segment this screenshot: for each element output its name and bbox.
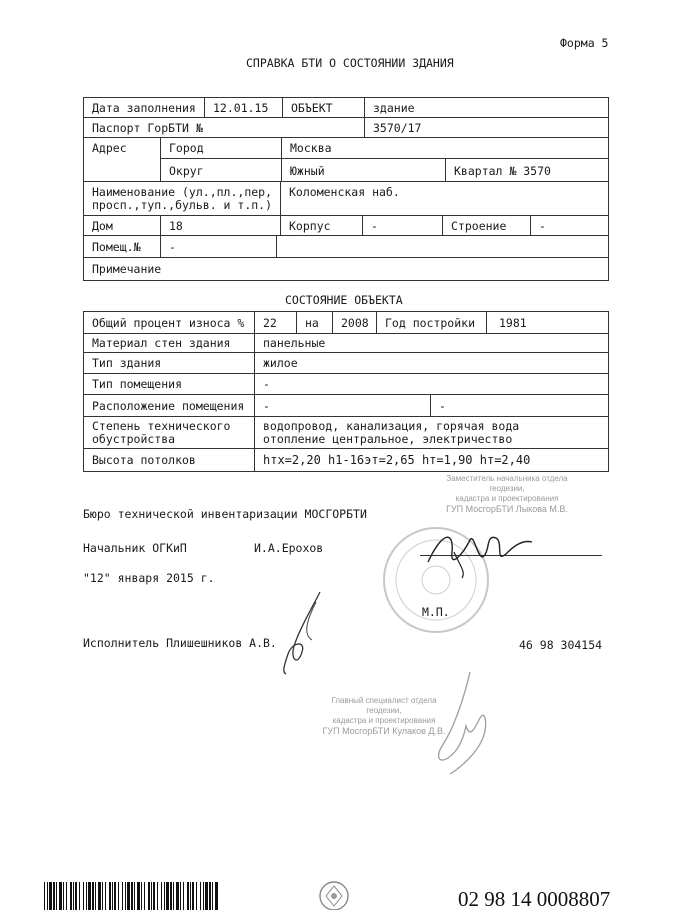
room-location-label: Расположение помещения bbox=[92, 398, 245, 413]
stamp-2-line3: ГУП МосгорБТИ Кулаков Д.В. bbox=[322, 726, 446, 736]
barcode-bar bbox=[63, 882, 64, 910]
barcode-bar bbox=[70, 882, 72, 910]
executor-signature bbox=[272, 588, 332, 678]
barcode-bar bbox=[83, 882, 84, 910]
tech-equipment-label-line1: Степень технического bbox=[92, 418, 231, 433]
barcode-bar bbox=[105, 882, 106, 910]
passport-value: 3570/17 bbox=[364, 118, 608, 137]
barcode-bar bbox=[95, 882, 96, 910]
barcode-bar bbox=[109, 882, 111, 910]
barcode-bar bbox=[98, 882, 101, 910]
korpus-label: Корпус bbox=[280, 216, 362, 235]
chief-label: Начальник ОГКиП bbox=[83, 541, 187, 555]
barcode-bar bbox=[47, 882, 48, 910]
barcode-bar bbox=[215, 882, 218, 910]
seal-place: М.П. bbox=[422, 605, 450, 619]
barcode-bar bbox=[200, 882, 201, 910]
object-condition-table bbox=[83, 311, 609, 472]
na-label: на bbox=[296, 312, 332, 333]
tech-equipment-label-line2: обустройства bbox=[92, 431, 176, 446]
emblem-icon bbox=[314, 878, 354, 910]
tech-equipment-label bbox=[84, 417, 254, 448]
barcode-bar bbox=[59, 882, 62, 910]
serial-number: 02 98 14 0008807 bbox=[458, 887, 611, 911]
barcode-bar bbox=[122, 882, 123, 910]
barcode-bar bbox=[88, 882, 91, 910]
barcode-bar bbox=[153, 882, 155, 910]
barcode-bar bbox=[187, 882, 189, 910]
address-label: Адрес bbox=[92, 141, 127, 155]
chief-name: И.А.Ерохов bbox=[254, 541, 324, 555]
barcode-bar bbox=[141, 882, 142, 910]
barcode bbox=[44, 882, 220, 910]
room-type-value: - bbox=[254, 374, 608, 394]
korpus-value: - bbox=[362, 216, 442, 235]
street-name-label bbox=[84, 182, 280, 215]
barcode-bar bbox=[176, 882, 179, 910]
built-year-label: Год постройки bbox=[376, 312, 486, 333]
barcode-bar bbox=[209, 882, 211, 910]
barcode-bar bbox=[73, 882, 74, 910]
barcode-bar bbox=[166, 882, 169, 910]
tech-equipment-value-line1: водопровод, канализация, горячая вода bbox=[263, 418, 520, 433]
barcode-bar bbox=[125, 882, 126, 910]
section-title: СОСТОЯНИЕ ОБЪЕКТА bbox=[285, 293, 403, 307]
fill-date-label: Дата заполнения bbox=[92, 100, 196, 115]
barcode-bar bbox=[205, 882, 208, 910]
barcode-bar bbox=[190, 882, 191, 910]
barcode-bar bbox=[134, 882, 135, 910]
wear-value: 22 bbox=[254, 312, 296, 333]
stamp-1-line1: Заместитель начальника отдела геодезии, bbox=[446, 474, 568, 493]
passport-label: Паспорт ГорБТИ № bbox=[92, 120, 203, 135]
wear-year: 2008 bbox=[332, 312, 376, 333]
stamp-1-line2: кадастра и проектирования bbox=[455, 494, 559, 503]
barcode-bar bbox=[66, 882, 67, 910]
wear-label: Общий процент износа % bbox=[92, 315, 245, 330]
executor: Исполнитель Плишешников А.В. bbox=[83, 636, 277, 650]
barcode-bar bbox=[44, 882, 45, 910]
barcode-bar bbox=[86, 882, 87, 910]
stamp-2-line2: кадастра и проектирования bbox=[332, 716, 436, 725]
barcode-bar bbox=[212, 882, 213, 910]
specialist-signature bbox=[430, 668, 500, 778]
barcode-bar bbox=[79, 882, 80, 910]
barcode-bar bbox=[118, 882, 119, 910]
ceiling-height-label: Высота потолков bbox=[92, 453, 196, 467]
barcode-bar bbox=[127, 882, 130, 910]
room-number-label: Помещ.№ bbox=[92, 239, 141, 254]
city-value: Москва bbox=[281, 138, 608, 159]
built-year-value: 1981 bbox=[486, 312, 550, 333]
phone-number: 46 98 304154 bbox=[519, 638, 603, 652]
barcode-bar bbox=[92, 882, 94, 910]
stroenie-label: Строение bbox=[442, 216, 530, 235]
barcode-bar bbox=[102, 882, 103, 910]
barcode-bar bbox=[131, 882, 133, 910]
barcode-bar bbox=[56, 882, 57, 910]
tech-equipment-value-line2: отопление центральное, электричество bbox=[263, 431, 513, 446]
note-label: Примечание bbox=[92, 262, 162, 276]
barcode-bar bbox=[173, 882, 174, 910]
room-location-value-1: - bbox=[254, 395, 430, 416]
quarter: Квартал № 3570 bbox=[445, 159, 608, 181]
street-name-label-line1: Наименование (ул.,пл.,пер, bbox=[92, 184, 273, 199]
form-number: Форма 5 bbox=[560, 36, 609, 50]
district-label: Округ bbox=[169, 163, 204, 178]
tech-equipment-value bbox=[254, 417, 608, 448]
barcode-bar bbox=[203, 882, 204, 910]
address-block bbox=[160, 138, 608, 181]
barcode-bar bbox=[183, 882, 184, 910]
building-type-label: Тип здания bbox=[92, 356, 162, 370]
wall-material-value: панельные bbox=[254, 334, 608, 352]
house-value: 18 bbox=[160, 216, 280, 235]
object-value: здание bbox=[364, 98, 608, 117]
building-type-value: жилое bbox=[254, 353, 608, 373]
barcode-bar bbox=[180, 882, 181, 910]
barcode-bar bbox=[137, 882, 140, 910]
room-number-value: - bbox=[160, 236, 276, 257]
room-type-label: Тип помещения bbox=[92, 377, 183, 391]
district-value: Южный bbox=[281, 159, 445, 181]
barcode-bar bbox=[161, 882, 162, 910]
barcode-bar bbox=[157, 882, 158, 910]
official-stamp-1 bbox=[432, 474, 582, 514]
barcode-bar bbox=[49, 882, 52, 910]
chief-signature bbox=[424, 522, 534, 582]
street-name-value: Коломенская наб. bbox=[280, 182, 608, 215]
document-title: СПРАВКА БТИ О СОСТОЯНИИ ЗДАНИЯ bbox=[246, 56, 454, 70]
ceiling-height-value: hтх=2,20 h1-16эт=2,65 hт=1,90 hт=2,40 bbox=[254, 449, 608, 471]
barcode-bar bbox=[75, 882, 77, 910]
room-location-value-2: - bbox=[430, 395, 608, 416]
street-name-label-line2: просп.,туп.,бульв. и т.п.) bbox=[92, 197, 273, 212]
barcode-bar bbox=[114, 882, 116, 910]
barcode-bar bbox=[151, 882, 152, 910]
stroenie-value: - bbox=[530, 216, 608, 235]
bureau-name: Бюро технической инвентаризации МОСГОРБТИ bbox=[83, 507, 367, 521]
wall-material-label: Материал стен здания bbox=[92, 336, 231, 350]
barcode-bar bbox=[192, 882, 194, 910]
building-info-table bbox=[83, 97, 609, 281]
barcode-bar bbox=[164, 882, 165, 910]
stamp-2-line1: Главный специалист отдела геодезии, bbox=[331, 696, 437, 715]
house-label: Дом bbox=[92, 218, 113, 233]
barcode-bar bbox=[112, 882, 113, 910]
city-label: Город bbox=[161, 138, 281, 159]
sign-date: "12" января 2015 г. bbox=[83, 571, 215, 585]
barcode-bar bbox=[170, 882, 172, 910]
barcode-bar bbox=[53, 882, 55, 910]
stamp-1-line3: ГУП МосгорБТИ Лыкова М.В. bbox=[446, 504, 568, 514]
object-label: ОБЪЕКТ bbox=[282, 98, 364, 117]
barcode-bar bbox=[144, 882, 145, 910]
room-number-empty bbox=[276, 236, 608, 257]
fill-date-value: 12.01.15 bbox=[204, 98, 282, 117]
barcode-bar bbox=[148, 882, 150, 910]
barcode-bar bbox=[196, 882, 197, 910]
